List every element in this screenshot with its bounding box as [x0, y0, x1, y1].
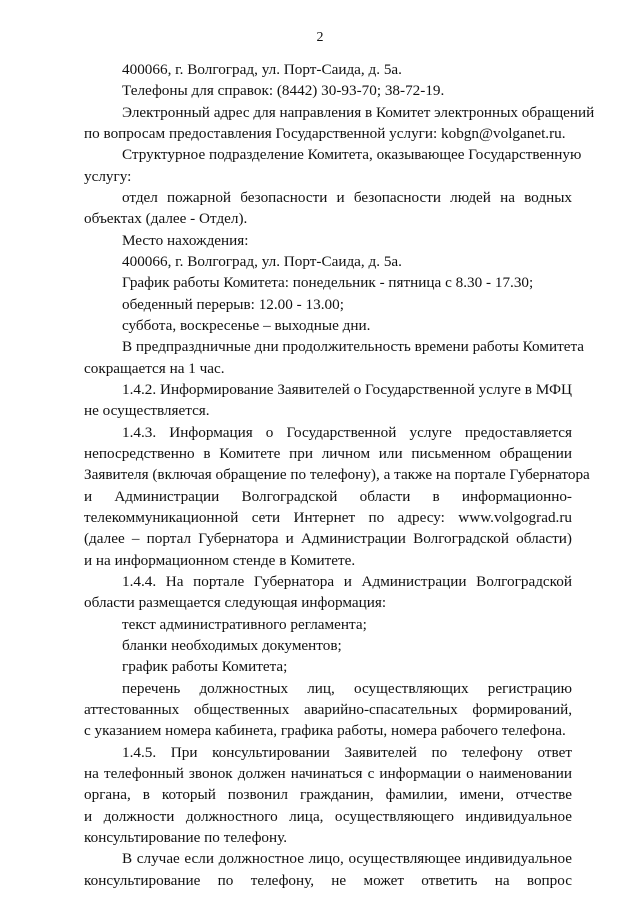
text-line: График работы Комитета: понедельник - пятница с 8.30 - 17.30; — [122, 274, 534, 291]
text-line: суббота, воскресенье – выходные дни. — [122, 317, 371, 334]
text-line: непосредственно в Комитете при личном или письменном обращении — [84, 445, 572, 462]
text-line: текст административного регламента; — [122, 616, 367, 633]
text-line: график работы Комитета; — [122, 658, 288, 675]
text-line: и должности должностного лица, осуществляющего индивидуальное — [84, 808, 572, 825]
text-line: по вопросам предоставления Государственной услуги: kobgn@volganet.ru. — [84, 125, 566, 142]
text-line: 1.4.4. На портале Губернатора и Администрации Волгоградской — [122, 573, 572, 590]
text-line: Структурное подразделение Комитета, оказывающее Государственную — [122, 146, 582, 163]
text-line: 1.4.3. Информация о Государственной услуге предоставляется — [122, 424, 572, 441]
text-line: на телефонный звонок должен начинаться с информации о наименовании — [84, 765, 572, 782]
text-line: Телефоны для справок: (8442) 30-93-70; 38-72-19. — [122, 82, 445, 99]
text-line: объектах (далее - Отдел). — [84, 210, 248, 227]
text-line: не осуществляется. — [84, 402, 210, 419]
text-line: (далее – портал Губернатора и Администрации Волгоградской области) — [84, 530, 572, 547]
text-line: телекоммуникационной сети Интернет по адресу: www.volgograd.ru — [84, 509, 572, 526]
text-line: области размещается следующая информация: — [84, 594, 387, 611]
text-line: аттестованных общественных аварийно-спасательных формирований, — [84, 701, 572, 718]
text-line: обеденный перерыв: 12.00 - 13.00; — [122, 296, 344, 313]
text-line: 400066, г. Волгоград, ул. Порт-Саида, д. 5а. — [122, 253, 402, 270]
text-line: и на информационном стенде в Комитете. — [84, 552, 356, 569]
text-line: с указанием номера кабинета, графика работы, номера рабочего телефона. — [84, 722, 566, 739]
text-line: и Администрации Волгоградской области в информационно- — [84, 488, 572, 505]
text-line: консультирование по телефону, не может ответить на вопрос — [84, 872, 572, 889]
text-line: органа, в который позвонил гражданин, фамилии, имени, отчестве — [84, 786, 572, 803]
text-line: Заявителя (включая обращение по телефону), а также на портале Губернатора — [84, 466, 590, 483]
text-line: 1.4.2. Информирование Заявителей о Государственной услуге в МФЦ — [122, 381, 572, 398]
text-line: В предпраздничные дни продолжительность времени работы Комитета — [122, 338, 585, 355]
text-line: бланки необходимых документов; — [122, 637, 342, 654]
text-line: перечень должностных лиц, осуществляющих регистрацию — [122, 680, 572, 697]
text-line: сокращается на 1 час. — [84, 360, 225, 377]
page-number: 2 — [316, 30, 324, 45]
text-line: услугу: — [84, 168, 132, 185]
text-line: 1.4.5. При консультировании Заявителей по телефону ответ — [122, 744, 572, 761]
text-line: Место нахождения: — [122, 232, 249, 249]
text-line: консультирование по телефону. — [84, 829, 288, 846]
text-line: отдел пожарной безопасности и безопасности людей на водных — [122, 189, 572, 206]
text-line: Электронный адрес для направления в Комитет электронных обращений — [122, 104, 595, 121]
text-line: 400066, г. Волгоград, ул. Порт-Саида, д. 5а. — [122, 61, 402, 78]
text-line: В случае если должностное лицо, осуществляющее индивидуальное — [122, 850, 572, 867]
